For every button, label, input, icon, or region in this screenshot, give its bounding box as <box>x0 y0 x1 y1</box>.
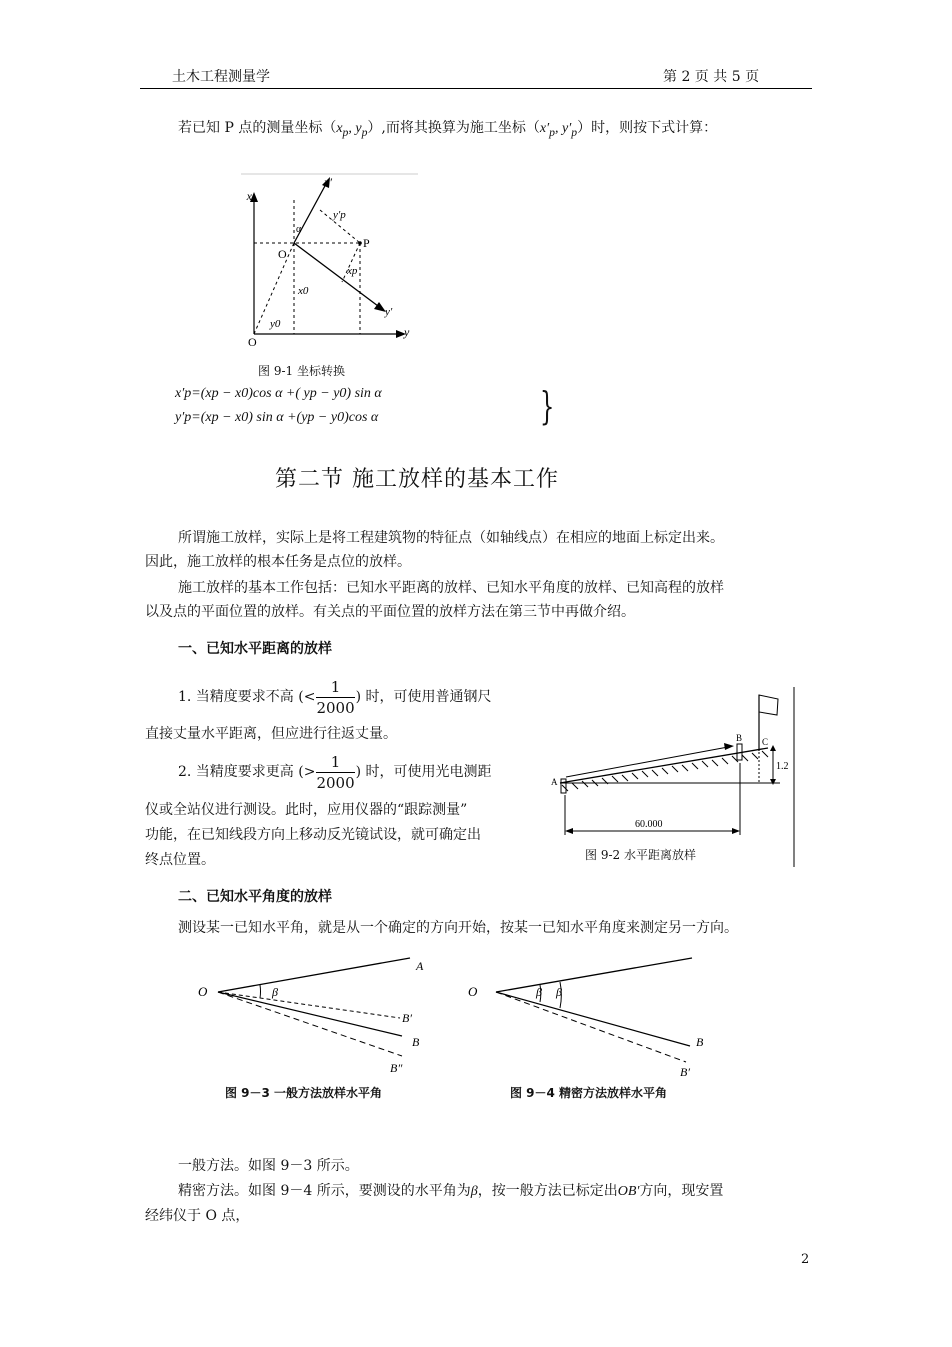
sec1-item2 <box>178 750 492 794</box>
header-page-info: 第 2 页 共 5 页 <box>663 69 760 85</box>
fig2-distance: 60.000 <box>635 819 663 830</box>
fig3-label-B: B <box>412 1035 420 1049</box>
method-precise-a: 精密方法。如图 9－4 所示，要测设的水平角为 <box>178 1183 471 1199</box>
fig2-height: 1.2 <box>776 761 789 772</box>
intro-line: 若已知 P 点的测量坐标（$x_p$, $y_p$）,而将其换算为施工坐标（$x'_p$, $y'_p$）时，则按下式计算： <box>178 120 718 139</box>
fig3-label-A: A <box>416 959 424 973</box>
fig2-label-A: A <box>551 777 558 787</box>
paragraph-2a: 施工放样的基本工作包括：已知水平距离的放样、已知水平角度的放样、已知高程的放样 <box>178 580 724 596</box>
fig1-caption: 图 9-1 坐标转换 <box>258 364 345 378</box>
label-x: x <box>246 189 252 203</box>
label-xprime: x′ <box>324 175 332 189</box>
label-alpha: α <box>296 224 302 235</box>
paragraph-1b: 因此，施工放样的根本任务是点位的放样。 <box>145 554 411 570</box>
method-precise <box>178 1181 723 1202</box>
item1-text-c: 直接丈量水平距离，但应进行往返丈量。 <box>145 726 397 742</box>
sec2-title: 二、已知水平角度的放样 <box>178 889 332 905</box>
fig4-label-beta2: β <box>556 985 562 999</box>
label-yprime: y′ <box>385 306 393 318</box>
item1-text-b: ) 时，可使用普通钢尺 <box>355 689 492 705</box>
fig2-label-C: C <box>762 737 769 747</box>
fig2-label-B: B <box>736 733 743 743</box>
fig3-caption: 图 9－3 一般方法放样水平角 <box>225 1086 383 1100</box>
sec1-title: 一、已知水平距离的放样 <box>178 641 332 657</box>
intro-text-c: ）时，则按下式计算： <box>577 120 718 136</box>
item2-text-d: 功能，在已知线段方向上移动反光镜试设，就可确定出 <box>145 827 481 843</box>
fig4-caption: 图 9－4 精密方法放样水平角 <box>510 1086 668 1100</box>
header-title: 土木工程测量学 <box>172 69 270 85</box>
item2-text-c: 仪或全站仪进行测设。此时，应用仪器的“跟踪测量” <box>145 802 468 818</box>
fig3-label-B1: B′ <box>402 1011 412 1025</box>
label-P: P <box>363 236 370 250</box>
general-angle-figure <box>190 950 440 1080</box>
method-general: 一般方法。如图 9－3 所示。 <box>178 1158 359 1174</box>
fig4-label-B: B <box>696 1035 704 1049</box>
item2-numerator: 1 <box>316 752 354 773</box>
method-precise-b: ，按一般方法已标定出 <box>477 1183 618 1199</box>
label-O2: O <box>248 335 257 349</box>
label-y0: y0 <box>270 318 281 330</box>
sec1-item1 <box>178 675 492 719</box>
fig3-label-beta: β <box>272 985 278 999</box>
fig3-label-B2: B″ <box>390 1061 403 1075</box>
item2-text-b: ) 时，可使用光电测距 <box>355 764 492 780</box>
label-x0: x0 <box>298 285 309 297</box>
section-title: 第二节 施工放样的基本工作 <box>275 467 559 492</box>
label-yprime-p: y′p <box>333 209 346 221</box>
item1-denominator: 2000 <box>316 698 355 717</box>
horizontal-distance-figure <box>540 685 800 870</box>
method-precise-c: 方向，现安置 <box>639 1183 724 1199</box>
formula-2: y′p=(xp − x0) sin α +(yp − y0)cos α <box>175 410 379 425</box>
fig4-label-beta1: β <box>536 985 542 999</box>
method-precise-d: 经纬仪于 O 点， <box>145 1208 250 1224</box>
paragraph-2b: 以及点的平面位置的放样。有关点的平面位置的放样方法在第三节中再做介绍。 <box>145 604 635 620</box>
fig4-label-B1: B′ <box>680 1065 690 1079</box>
label-O1: O <box>278 247 287 261</box>
item2-text-a: 2. 当精度要求更高 (> <box>178 764 316 780</box>
method-ob: OB′ <box>617 1184 640 1199</box>
sec2-text: 测设某一已知水平角，就是从一个确定的方向开始，按某一已知水平角度来测定另一方向。 <box>178 920 738 936</box>
formula-1: x′p=(xp − x0)cos α +( yp − y0) sin α <box>175 386 382 401</box>
item2-text-e: 终点位置。 <box>145 852 215 868</box>
method-beta: β <box>470 1184 478 1199</box>
formula-brace: } <box>539 384 555 428</box>
item1-numerator: 1 <box>316 677 354 698</box>
header-rule <box>140 88 812 89</box>
intro-text-a: 若已知 P 点的测量坐标（ <box>178 120 337 136</box>
fig4-label-O: O <box>468 984 478 999</box>
label-y: y <box>404 325 410 339</box>
item2-denominator: 2000 <box>316 773 355 792</box>
intro-text-b: ,而将其换算为施工坐标（ <box>381 120 540 136</box>
page-number: 2 <box>801 1252 810 1267</box>
label-xp: xp <box>347 265 358 277</box>
coordinate-transform-figure <box>238 170 428 352</box>
item1-text-a: 1. 当精度要求不高 (< <box>178 689 316 705</box>
precise-angle-figure <box>460 950 710 1080</box>
fig3-label-O: O <box>198 984 208 999</box>
paragraph-1a: 所谓施工放样，实际上是将工程建筑物的特征点（如轴线点）在相应的地面上标定出来。 <box>178 530 724 546</box>
fig2-caption: 图 9-2 水平距离放样 <box>585 848 696 862</box>
